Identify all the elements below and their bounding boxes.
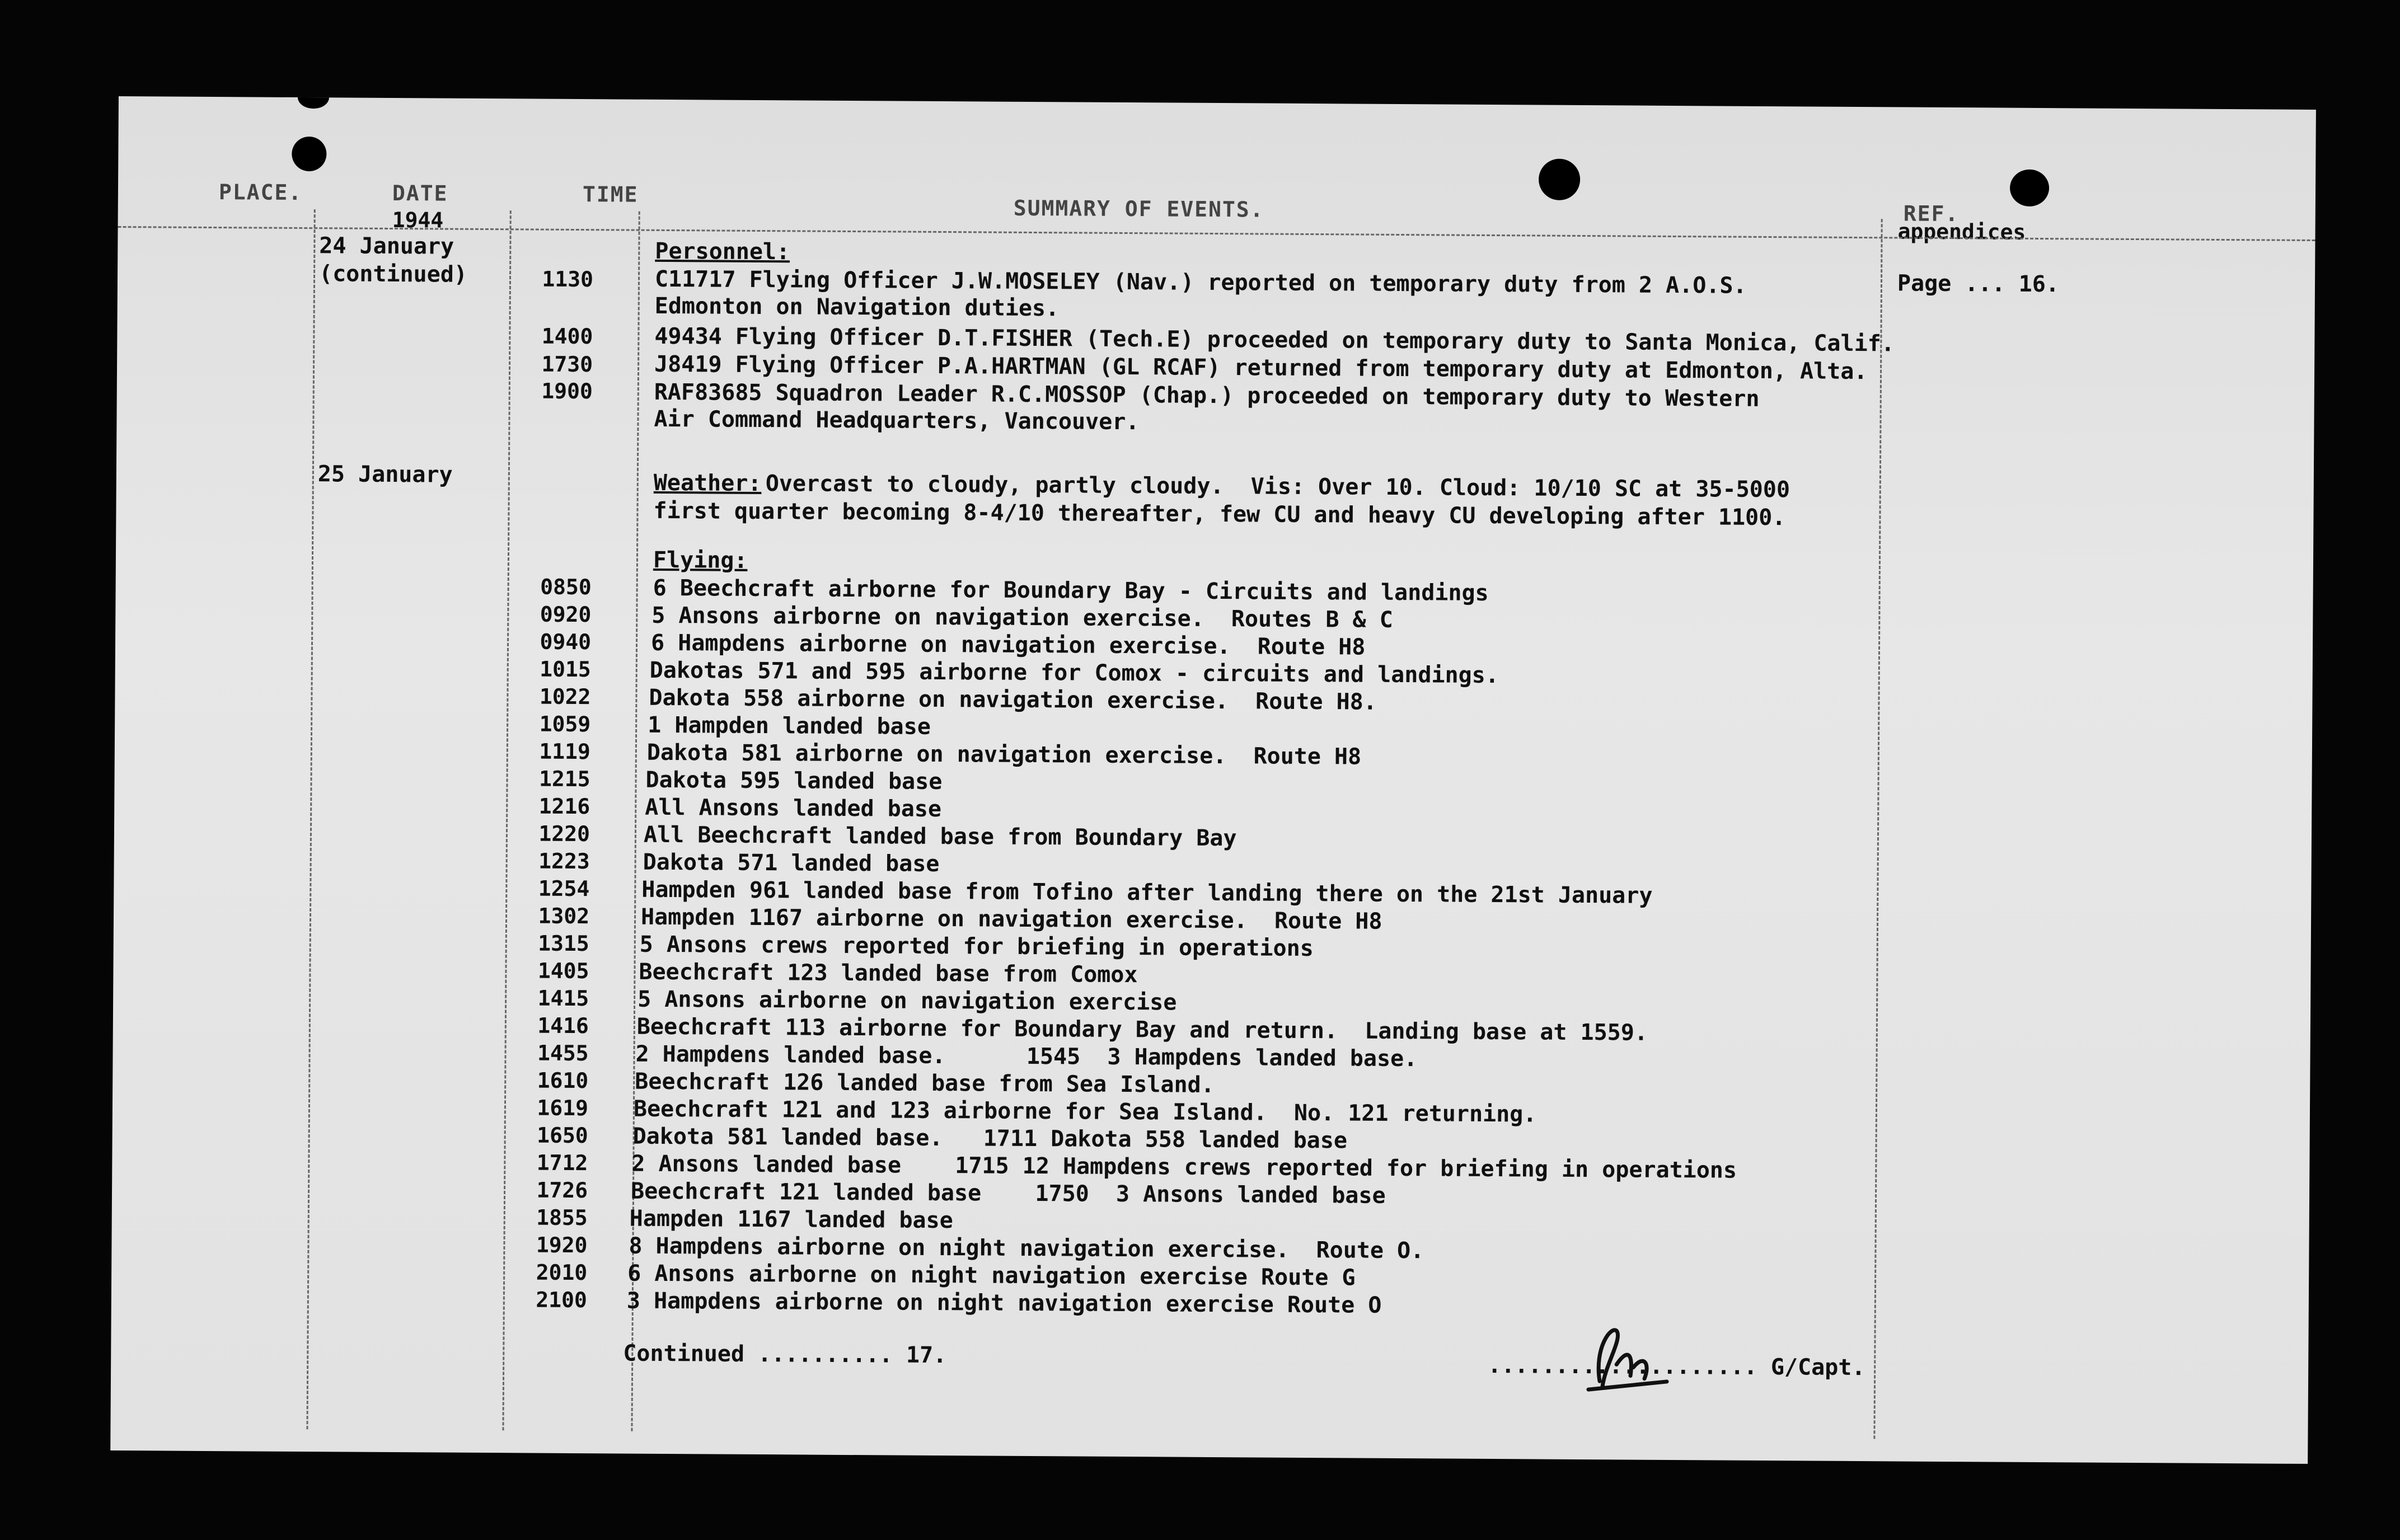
entry-time: 1022 — [539, 684, 591, 710]
entry-time: 1455 — [537, 1040, 589, 1066]
entry-time: 2010 — [536, 1260, 588, 1285]
entry-time: 1400 — [541, 323, 593, 349]
entry-time: 1223 — [538, 848, 590, 874]
entry-text: Dakotas 571 and 595 airborne for Comox - circuits and landings. — [649, 657, 1499, 689]
entry-time: 1415 — [537, 985, 589, 1011]
page-reference: Page ... 16. — [1897, 270, 2060, 298]
document-sheet — [110, 96, 2316, 1464]
entry-text: Dakota 558 airborne on navigation exercise. Route H8. — [649, 684, 1377, 715]
entry-text: Beechcraft 123 landed base from Comox — [639, 959, 1138, 988]
column-rule — [1873, 219, 1882, 1439]
entry-time: 1302 — [538, 903, 590, 929]
entry-time: 1730 — [541, 351, 593, 377]
entry-time: 1920 — [536, 1232, 588, 1258]
weather-text: Overcast to cloudy, partly cloudy. Vis: Over 10. Cloud: 10/10 SC at 35-5000 — [765, 471, 1790, 503]
entry-time: 1215 — [538, 766, 590, 792]
entry-text: 3 Hampdens airborne on night navigation exercise Route O — [626, 1288, 1382, 1318]
header-place: PLACE. — [218, 180, 303, 205]
entry-time: 1254 — [538, 876, 590, 902]
entry-time: 1315 — [538, 931, 589, 956]
entry-time: 1416 — [537, 1013, 589, 1039]
entry-time: 1405 — [537, 958, 589, 984]
entry-text: 6 Hampdens airborne on navigation exercise. Route H8 — [650, 630, 1366, 660]
entry-text: Beechcraft 126 landed base from Sea Island. — [635, 1068, 1215, 1098]
entry-time: 1900 — [541, 378, 593, 404]
entry-time: 1650 — [537, 1123, 588, 1148]
signature-line: .................... G/Capt. — [1488, 1352, 1865, 1381]
entry-time: 1619 — [537, 1095, 589, 1121]
entry-text: Air Command Headquarters, Vancouver. — [654, 406, 1140, 435]
entry-text: Beechcraft 113 airborne for Boundary Bay and return. Landing base at 1559. — [636, 1013, 1648, 1046]
entry-text: All Ansons landed base — [645, 794, 942, 823]
entry-text: All Beechcraft landed base from Boundary Bay — [643, 821, 1237, 852]
entry-text: C11717 Flying Officer J.W.MOSELEY (Nav.) reported on temporary duty from 2 A.O.S. — [654, 266, 1747, 299]
entry-time: 1855 — [536, 1205, 588, 1231]
year: 1944 — [392, 207, 444, 233]
entry-time: 1119 — [539, 739, 590, 764]
entry-time: 1015 — [540, 656, 591, 682]
entry-text: Beechcraft 121 and 123 airborne for Sea Island. No. 121 returning. — [633, 1096, 1537, 1128]
entry-text: 49434 Flying Officer D.T.FISHER (Tech.E) proceeded on temporary duty to Santa Monica, Calif. — [654, 323, 1895, 357]
entry-text: Hampden 961 landed base from Tofino after landing there on the 21st January — [641, 876, 1653, 909]
entry-text: Dakota 581 landed base. 1711 Dakota 558 landed base — [632, 1123, 1348, 1154]
entry-text: Dakota 581 airborne on navigation exercise. Route H8 — [646, 739, 1362, 770]
entry-time: 1610 — [537, 1068, 589, 1093]
header-time: TIME — [582, 182, 639, 207]
entry-text: 6 Beechcraft airborne for Boundary Bay - Circuits and landings — [653, 575, 1489, 606]
entry-time: 1220 — [538, 821, 590, 847]
entry-text: 5 Ansons airborne on navigation exercise — [638, 986, 1177, 1016]
entry-text: 6 Ansons airborne on night navigation exercise Route G — [627, 1260, 1356, 1291]
flying-heading: Flying: — [653, 547, 748, 574]
punch-hole — [298, 96, 329, 109]
date-line: (continued) — [318, 261, 468, 288]
header-ref: REF. — [1903, 201, 1960, 227]
header-appendices: appendices — [1897, 219, 2026, 245]
weather-heading: Weather: — [653, 469, 762, 497]
entry-time: 1059 — [539, 711, 591, 737]
entry-text: 5 Ansons crews reported for briefing in operations — [639, 931, 1314, 962]
entry-text: 1 Hampden landed base — [648, 712, 931, 740]
entry-text: Dakota 595 landed base — [645, 767, 943, 795]
punch-hole — [292, 137, 326, 171]
entry-text: 2 Ansons landed base 1715 12 Hampdens crews reported for briefing in operations — [631, 1151, 1737, 1184]
continued-note: Continued .......... 17. — [623, 1340, 947, 1369]
weather-text: first quarter becoming 8-4/10 thereafter, few CU and heavy CU developing after 1100. — [653, 497, 1786, 531]
header-summary: SUMMARY OF EVENTS. — [1013, 195, 1264, 222]
entry-text: Hampden 1167 airborne on navigation exercise. Route H8 — [640, 904, 1382, 935]
entry-text: 2 Hampdens landed base. 1545 3 Hampdens landed base. — [635, 1041, 1418, 1072]
personnel-heading: Personnel: — [655, 238, 790, 265]
entry-text: 8 Hampdens airborne on night navigation exercise. Route O. — [629, 1233, 1424, 1264]
entry-text: 5 Ansons airborne on navigation exercise. Routes B & C — [651, 602, 1393, 633]
entry-time: 0940 — [540, 629, 592, 655]
handwritten-signature — [1577, 1314, 1679, 1398]
entry-text: Hampden 1167 landed base — [629, 1205, 953, 1234]
entry-time: 1216 — [538, 794, 590, 819]
entry-time: 1130 — [542, 266, 594, 292]
entry-time: 2100 — [536, 1287, 588, 1313]
entry-time: 1712 — [536, 1150, 588, 1176]
entry-text: Edmonton on Navigation duties. — [654, 293, 1060, 322]
entry-text: J8419 Flying Officer P.A.HARTMAN (GL RCAF) returned from temporary duty at Edmonton, Alta. — [654, 351, 1868, 385]
column-rule — [306, 209, 315, 1429]
entry-time: 1726 — [536, 1177, 588, 1203]
date-line: 24 January — [319, 233, 454, 260]
entry-time: 0920 — [540, 602, 592, 627]
punch-hole — [2010, 170, 2049, 206]
header-date: DATE — [392, 180, 448, 206]
date-line: 25 January — [317, 461, 453, 488]
entry-text: RAF83685 Squadron Leader R.C.MOSSOP (Chap.) proceeded on temporary duty to Western — [654, 379, 1760, 412]
entry-text: Dakota 571 landed base — [643, 849, 940, 877]
entry-time: 0850 — [540, 574, 592, 600]
entry-text: Beechcraft 121 landed base 1750 3 Ansons landed base — [630, 1178, 1386, 1209]
punch-hole — [1539, 159, 1580, 200]
